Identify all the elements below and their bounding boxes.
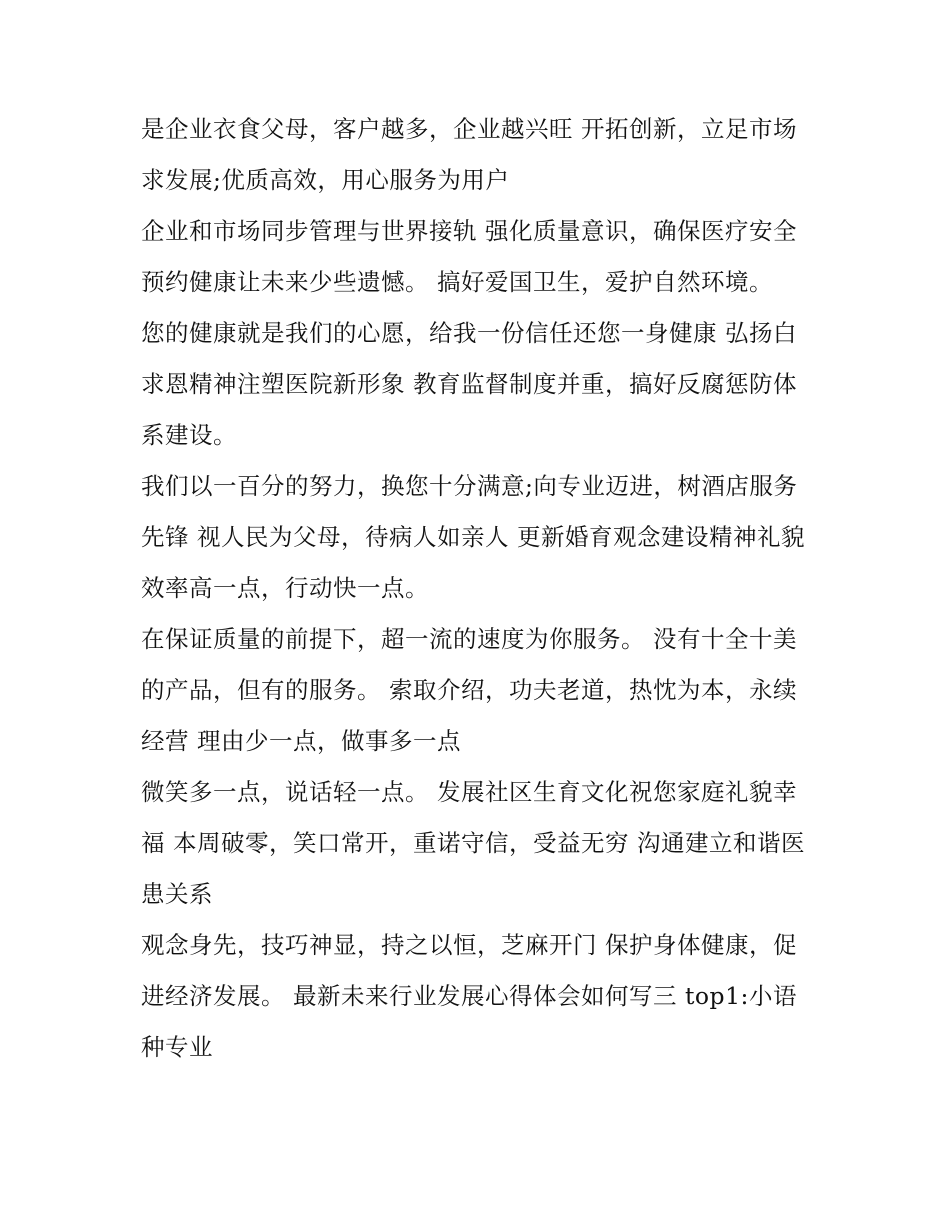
paragraph-5: 在保证质量的前提下，超一流的速度为你服务。 没有十全十美的产品，但有的服务。 索取介绍，功夫老道，热忱为本，永续经营 理由少一点，做事多一点: [141, 625, 797, 755]
document-body: [141, 104, 806, 1073]
paragraph-4: 我们以一百分的努力，换您十分满意;向专业迈进，树酒店服务先锋 视人民为父母，待病人如亲人 更新婚育观念建设精神礼貌 效率高一点，行动快一点。: [141, 472, 805, 602]
paragraph-7: 观念身先，技巧神显，持之以恒，芝麻开门 保护身体健康，促进经济发展。 最新未来行业发展心得体会如何写三 top1:小语种专业: [141, 931, 797, 1061]
paragraph-2: 企业和市场同步管理与世界接轨 强化质量意识，确保医疗安全 预约健康让未来少些遗憾。 搞好爱国卫生，爱护自然环境。: [141, 217, 797, 296]
paragraph-1: 是企业衣食父母，客户越多，企业越兴旺 开拓创新，立足市场求发展;优质高效，用心服务为用户: [141, 115, 797, 194]
paragraph-3: 您的健康就是我们的心愿，给我一份信任还您一身健康 弘扬白求恩精神注塑医院新形象 教育监督制度并重，搞好反腐惩防体系建设。: [141, 319, 797, 449]
paragraph-6: 微笑多一点，说话轻一点。 发展社区生育文化祝您家庭礼貌幸福 本周破零，笑口常开，重诺守信，受益无穷 沟通建立和谐医患关系: [141, 778, 805, 908]
